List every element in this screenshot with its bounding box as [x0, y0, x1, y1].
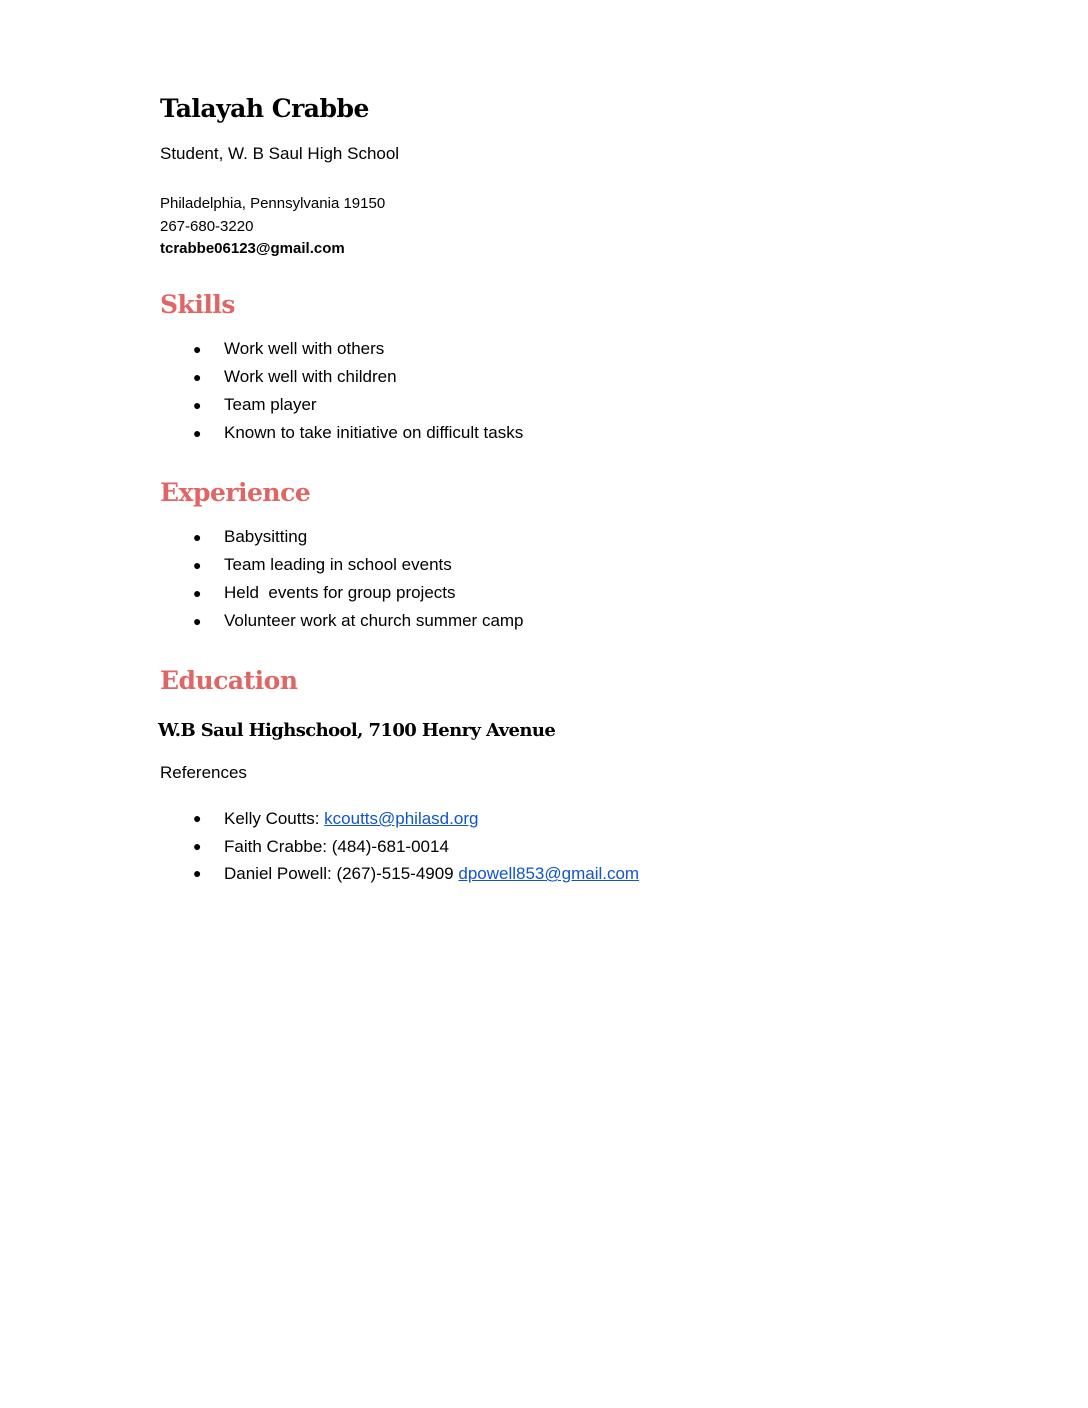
experience-heading: Experience — [160, 478, 311, 507]
references-list — [160, 805, 639, 888]
reference-text: Faith Crabbe: (484)-681-0014 — [224, 836, 449, 856]
list-item — [160, 419, 523, 447]
list-item — [160, 551, 524, 579]
skill-text: Work well with others — [224, 339, 385, 358]
experience-text: Volunteer work at church summer camp — [224, 611, 524, 630]
education-heading: Education — [160, 666, 298, 695]
contact-email: tcrabbe06123@gmail.com — [160, 240, 345, 257]
reference-email-link[interactable]: kcoutts@philasd.org — [324, 809, 479, 828]
bullet-icon: ● — [193, 585, 202, 601]
skill-text: Team player — [224, 395, 317, 414]
candidate-name: Talayah Crabbe — [160, 94, 369, 123]
list-item — [160, 607, 524, 635]
candidate-subtitle: Student, W. B Saul High School — [160, 144, 400, 163]
list-item — [160, 833, 639, 861]
list-item — [160, 805, 639, 833]
experience-list — [160, 523, 524, 635]
contact-phone: 267-680-3220 — [160, 218, 254, 235]
bullet-icon: ● — [193, 810, 202, 826]
bullet-icon: ● — [193, 837, 202, 854]
references-label: References — [160, 763, 247, 782]
bullet-icon: ● — [193, 557, 202, 573]
bullet-icon: ● — [193, 341, 202, 357]
bullet-icon: ● — [193, 613, 202, 629]
list-item — [160, 523, 524, 551]
school-name: W.B Saul Highschool, 7100 Henry Avenue — [158, 720, 556, 741]
experience-text: Babysitting — [224, 527, 308, 546]
skills-heading: Skills — [160, 290, 235, 319]
list-item — [160, 579, 524, 607]
list-item — [160, 860, 639, 888]
list-item — [160, 335, 523, 363]
list-item — [160, 391, 523, 419]
bullet-icon: ● — [193, 529, 202, 545]
list-item — [160, 363, 523, 391]
contact-location: Philadelphia, Pennsylvania 19150 — [160, 195, 386, 212]
skill-text: Work well with children — [224, 367, 397, 386]
bullet-icon: ● — [193, 397, 202, 413]
bullet-icon: ● — [193, 369, 202, 385]
bullet-icon: ● — [193, 865, 202, 881]
experience-text: Team leading in school events — [224, 555, 452, 574]
bullet-icon: ● — [193, 425, 202, 441]
skill-text: Known to take initiative on difficult tasks — [224, 423, 524, 442]
experience-text: Held events for group projects — [224, 583, 456, 602]
reference-email-link[interactable]: dpowell853@gmail.com — [458, 864, 640, 883]
skills-list — [160, 335, 523, 447]
reference-text: Kelly Coutts: — [224, 809, 325, 828]
reference-text: Daniel Powell: (267)-515-4909 — [224, 864, 459, 883]
